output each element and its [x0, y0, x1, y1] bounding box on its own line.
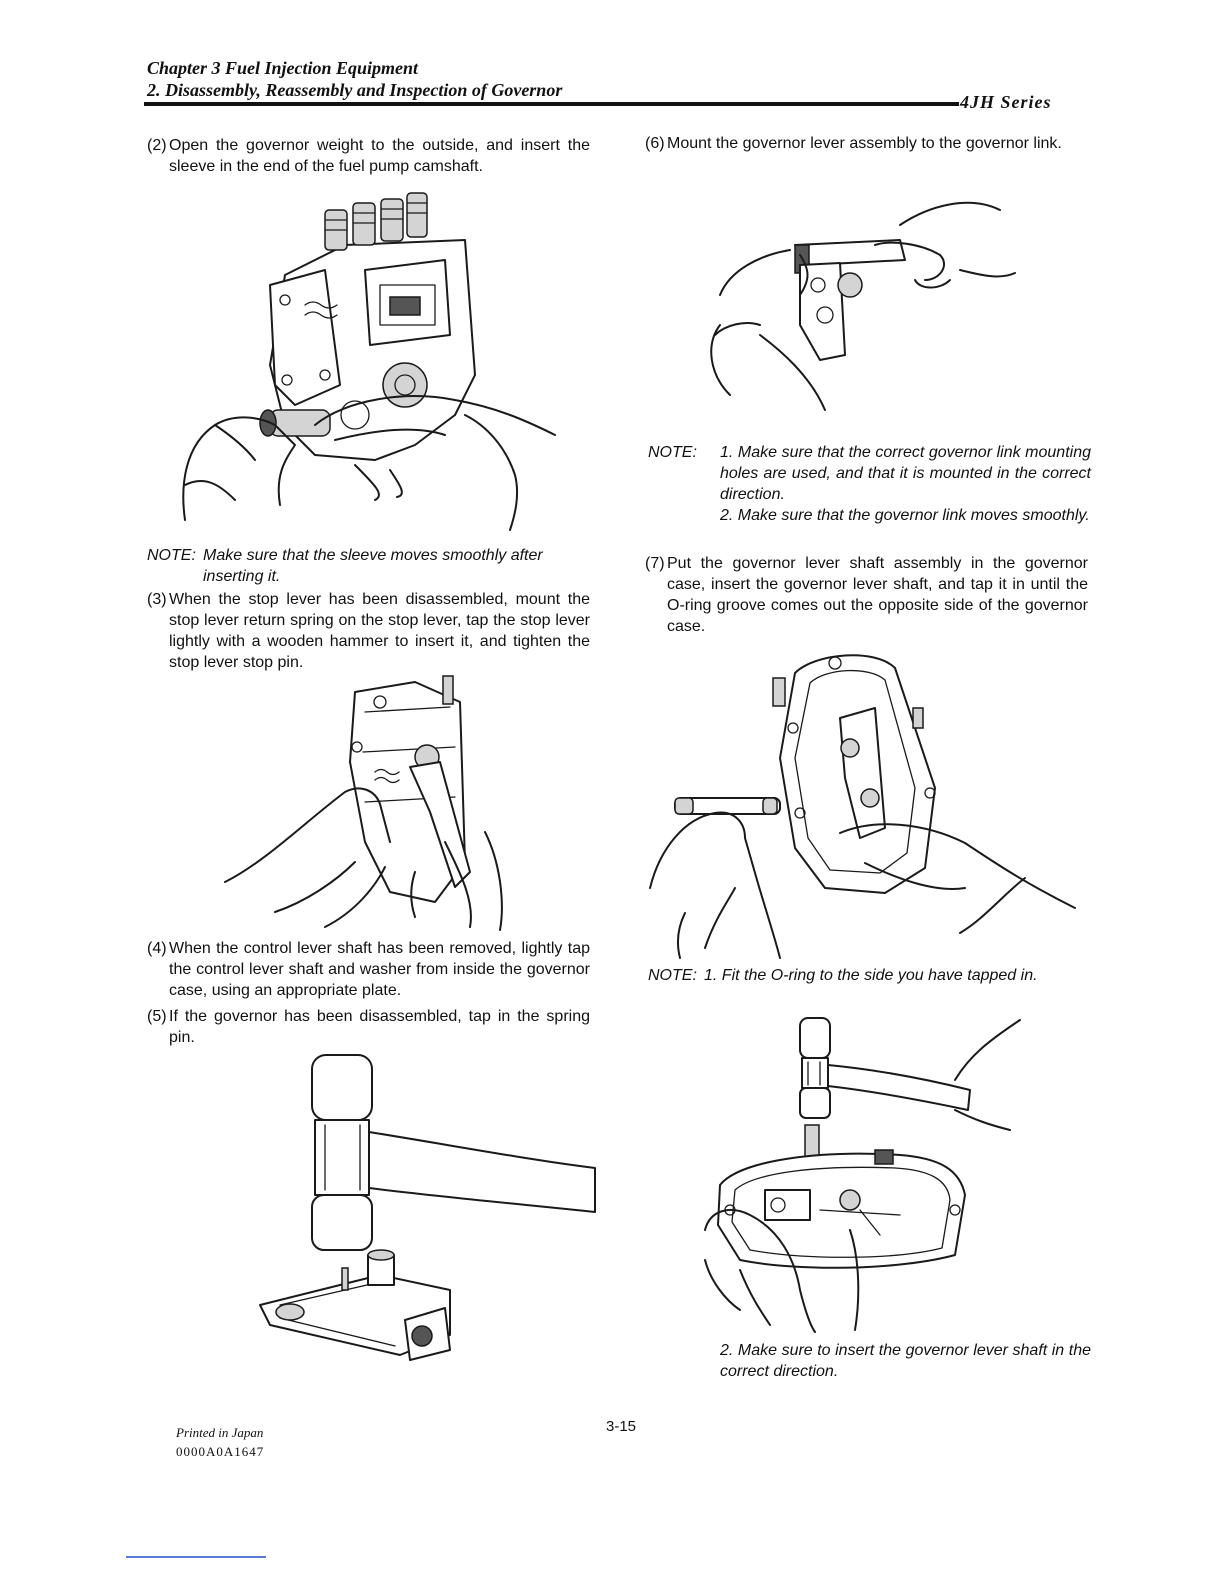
- step-6-number: (6): [645, 135, 665, 152]
- note-sleeve-label: NOTE:: [147, 547, 196, 564]
- header-rule: [144, 102, 959, 106]
- figure-governor-lever-link: [700, 185, 1030, 415]
- step-4-text: When the control lever shaft has been removed, lightly tap the control lever shaft and washer from inside the governor case, using an appropriate plate.: [169, 940, 590, 999]
- step-7-number: (7): [645, 555, 665, 572]
- note-governor-link-label: NOTE:: [648, 444, 697, 461]
- step-7-text: Put the governor lever shaft assembly in the governor case, insert the governor lever shaft, and tap it in until the O-ring groove comes out the opposite side of the governor case.: [667, 555, 1088, 635]
- step-3: [147, 589, 590, 673]
- note-governor-link: [648, 442, 1091, 526]
- step-4: [147, 938, 590, 1001]
- section-title: 2. Disassembly, Reassembly and Inspection of Governor: [147, 80, 563, 100]
- step-3-number: (3): [147, 591, 167, 608]
- step-6-text: Mount the governor lever assembly to the governor link.: [667, 135, 1062, 152]
- series-label: 4JH Series: [960, 92, 1052, 112]
- step-5-number: (5): [147, 1008, 167, 1025]
- footer-code: 0000A0A1647: [176, 1444, 265, 1459]
- footer-printed: Printed in Japan: [176, 1425, 264, 1440]
- step-4-number: (4): [147, 940, 167, 957]
- page-number: 3-15: [606, 1418, 637, 1435]
- note-governor-link-item-2: 2. Make sure that the governor link moves smoothly.: [720, 507, 1090, 524]
- figure-stop-lever: [215, 672, 530, 934]
- note-shaft-direction-item-2: 2. Make sure to insert the governor lever shaft in the correct direction.: [720, 1342, 1091, 1380]
- figure-tap-lever-shaft: [700, 1010, 1040, 1335]
- step-7: [645, 553, 1088, 637]
- step-2-number: (2): [147, 137, 167, 154]
- chapter-title: Chapter 3 Fuel Injection Equipment: [147, 58, 419, 78]
- figure-spring-pin-hammer: [250, 1050, 600, 1385]
- figure-governor-case-shaft: [645, 648, 1085, 963]
- note-governor-link-item-1: 1. Make sure that the correct governor link mounting holes are used, and that it is mounted in the correct direction.: [720, 444, 1091, 503]
- note-sleeve: [147, 545, 590, 587]
- note-shaft-direction: [648, 1340, 1091, 1382]
- note-sleeve-text: Make sure that the sleeve moves smoothly after inserting it.: [203, 547, 543, 585]
- step-2: [147, 135, 590, 177]
- figure-sleeve-insertion: [175, 185, 565, 535]
- note-o-ring-item-1: 1. Fit the O-ring to the side you have tapped in.: [704, 967, 1038, 984]
- step-5: [147, 1006, 590, 1048]
- step-2-text: Open the governor weight to the outside, and insert the sleeve in the end of the fuel pump camshaft.: [169, 137, 590, 175]
- note-o-ring-label: NOTE:: [648, 967, 697, 984]
- note-o-ring: [648, 965, 1091, 986]
- step-5-text: If the governor has been disassembled, tap in the spring pin.: [169, 1008, 590, 1046]
- footer-divider: [126, 1556, 266, 1558]
- step-6: [645, 133, 1088, 154]
- step-3-text: When the stop lever has been disassembled, mount the stop lever return spring on the stop lever, tap the stop lever lightly with a wooden hammer to insert it, and tighten the stop lever stop pin.: [169, 591, 590, 671]
